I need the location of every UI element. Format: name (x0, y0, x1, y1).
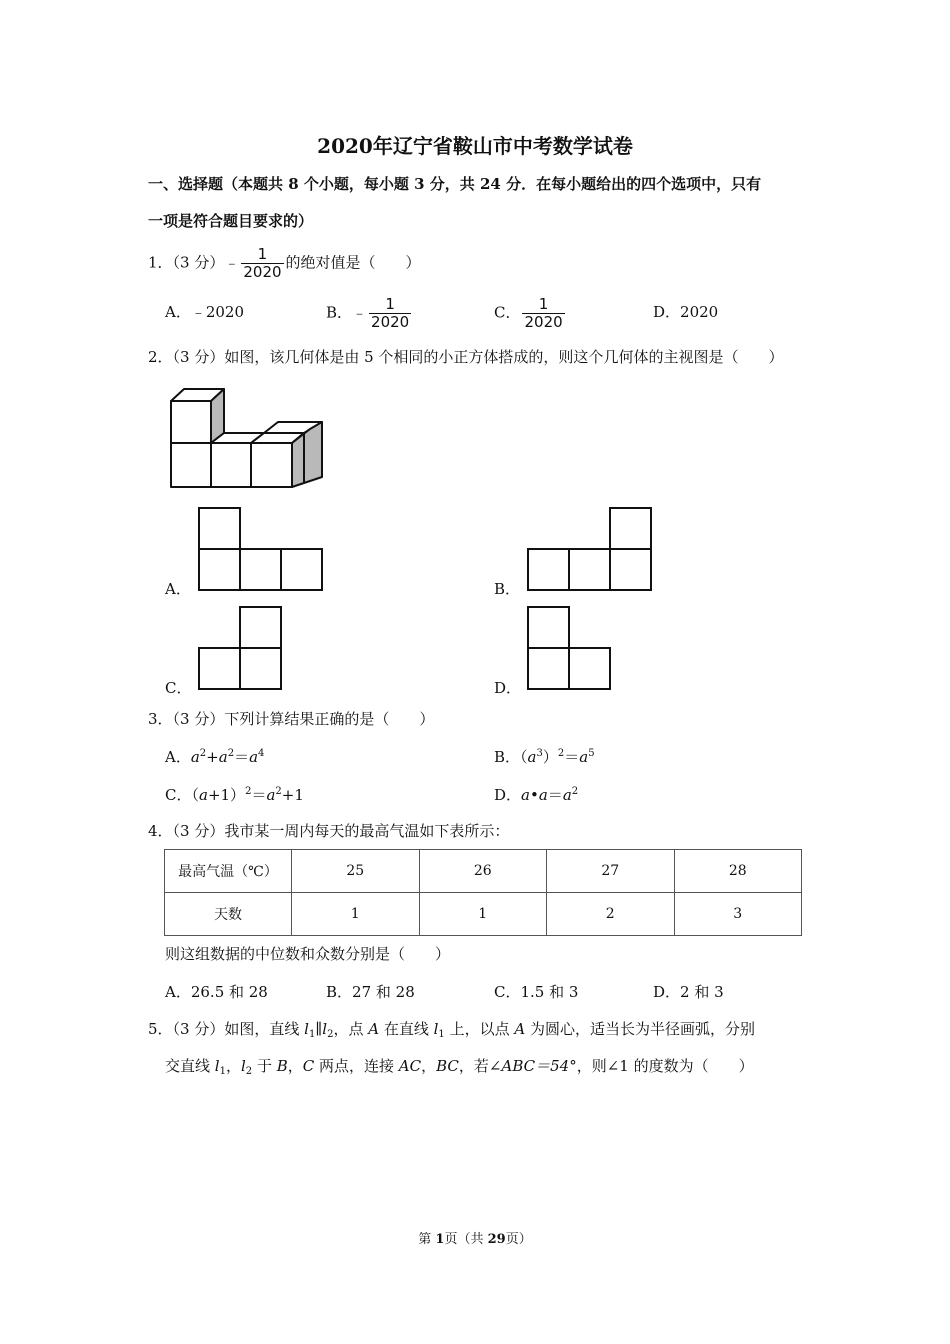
option-label: B．（ (494, 748, 528, 766)
footer-mid: 页（共 (444, 1232, 488, 1247)
q2-option-c-figure[interactable] (198, 606, 283, 692)
q2-option-b-figure[interactable] (527, 507, 653, 593)
fraction-denominator: 2020 (371, 313, 410, 331)
cube-front-face (251, 443, 292, 487)
q4-option-d[interactable]: D．2 和 3 (653, 983, 724, 1001)
fraction-denominator: 2020 (243, 263, 282, 281)
table-cell: 26 (419, 850, 547, 893)
question-5-tail: ，则∠1 的度数为（ ） (576, 1057, 754, 1075)
option-label: A． (165, 748, 191, 766)
option-label: A． (165, 303, 191, 321)
q2-option-c-label[interactable]: C． (165, 679, 192, 697)
table-header-cell: 最高气温（℃） (165, 850, 292, 893)
table-cell: 25 (292, 850, 420, 893)
table-cell: 1 (419, 893, 547, 936)
page-title: 2020年辽宁省鞍山市中考数学试卷 (317, 134, 633, 158)
question-1 (148, 246, 421, 281)
question-4: 4．（3 分）我市某一周内每天的最高气温如下表所示： (148, 822, 510, 840)
cube-front-face (211, 443, 251, 487)
section-header-line2: 一项是符合题目要求的） (148, 212, 314, 230)
table-cell: 27 (547, 850, 675, 893)
table-row (165, 850, 802, 893)
question-2: 2．（3 分）如图，该几何体是由 5 个相同的小正方体搭成的，则这个几何体的主视图是（ ） (148, 348, 784, 366)
question-4-followup: 则这组数据的中位数和众数分别是（ ） (165, 945, 451, 963)
q3-option-a[interactable]: A．$a^2+a^2=a^4$ (165, 748, 265, 766)
q3-option-d[interactable]: D．$a•a=a^2$ (494, 786, 579, 804)
table-cell: 2 (547, 893, 675, 936)
option-label: D． (494, 786, 522, 804)
question-5-line1: 5．（3 分）如图，直线 $l_1\parallel l_2$，点 A 在直线 $l_1$ 上，以点 A 为圆心，适当长为半径画弧，分别 (148, 1020, 755, 1040)
footer-pre: 第 (418, 1232, 436, 1247)
option-label: C． (494, 303, 521, 322)
q1-option-d[interactable] (653, 303, 718, 321)
question-5-line2: 交直线 $l_1$，$l_2$ 于 B，C 两点，连接 AC，BC，若∠ABC＝54°，则∠1 的度数为（ ） (165, 1057, 754, 1077)
point-c-label: C (302, 1057, 315, 1075)
page-footer (0, 1228, 950, 1247)
footer-page-number: 1 (435, 1232, 445, 1247)
question-5-prefix: 5．（3 分）如图，直线 (148, 1020, 305, 1038)
q2-option-b-label[interactable]: B． (494, 580, 521, 598)
temperature-table (164, 849, 802, 936)
question-3: 3．（3 分）下列计算结果正确的是（ ） (148, 710, 435, 728)
option-label: C．（ (165, 786, 199, 804)
q2-option-d-figure[interactable] (527, 606, 612, 692)
q1-option-c[interactable] (494, 296, 567, 331)
table-cell: 28 (674, 850, 802, 893)
question-1-fraction (241, 246, 283, 281)
fraction-numerator: 1 (257, 245, 268, 263)
table-row (165, 893, 802, 936)
table-cell: 3 (674, 893, 802, 936)
option-text: ﹣2020 (190, 303, 245, 321)
q3-option-c[interactable]: C．$(a+1)^2=a^2+1$ (165, 786, 304, 804)
cube-figure (160, 385, 330, 495)
option-sign: ﹣ (352, 303, 368, 322)
option-fraction (369, 296, 411, 331)
table-header-cell: 天数 (165, 893, 292, 936)
q4-option-b[interactable]: B．27 和 28 (326, 983, 415, 1001)
q4-option-c[interactable]: C．1.5 和 3 (494, 983, 579, 1001)
question-1-prefix: 1．（3 分）﹣ (148, 253, 240, 272)
point-a-label: A (368, 1020, 380, 1038)
footer-total-pages: 29 (487, 1232, 506, 1247)
footer-post: 页） (505, 1232, 532, 1247)
fraction-numerator: 1 (538, 295, 549, 313)
question-1-suffix: 的绝对值是（ ） (285, 253, 421, 272)
fraction-denominator: 2020 (524, 313, 563, 331)
q2-option-a-figure[interactable] (198, 507, 324, 593)
table-cell: 1 (292, 893, 420, 936)
section-header-line1: 一、选择题（本题共 8 个小题，每小题 3 分，共 24 分．在每小题给出的四个选项中，只有 (148, 175, 762, 193)
q3-option-b[interactable]: B．$(a^3)^2=a^5$ (494, 748, 595, 766)
option-label: D． (653, 303, 681, 321)
point-a-label: A (514, 1020, 526, 1038)
option-fraction (522, 296, 564, 331)
q2-option-d-label[interactable]: D． (494, 679, 522, 697)
cube-front-face (171, 443, 211, 487)
option-label: B． (326, 303, 353, 322)
q2-option-a-label[interactable]: A． (165, 580, 191, 598)
option-text: 2020 (680, 303, 719, 321)
q1-option-b[interactable] (326, 296, 413, 331)
fraction-numerator: 1 (385, 295, 395, 313)
point-b-label: B (276, 1057, 288, 1075)
cube-front-face (171, 401, 211, 443)
q4-option-a[interactable]: A．26.5 和 28 (165, 983, 268, 1001)
angle-condition: ∠ABC＝54° (488, 1057, 577, 1075)
q1-option-a[interactable] (165, 303, 244, 321)
